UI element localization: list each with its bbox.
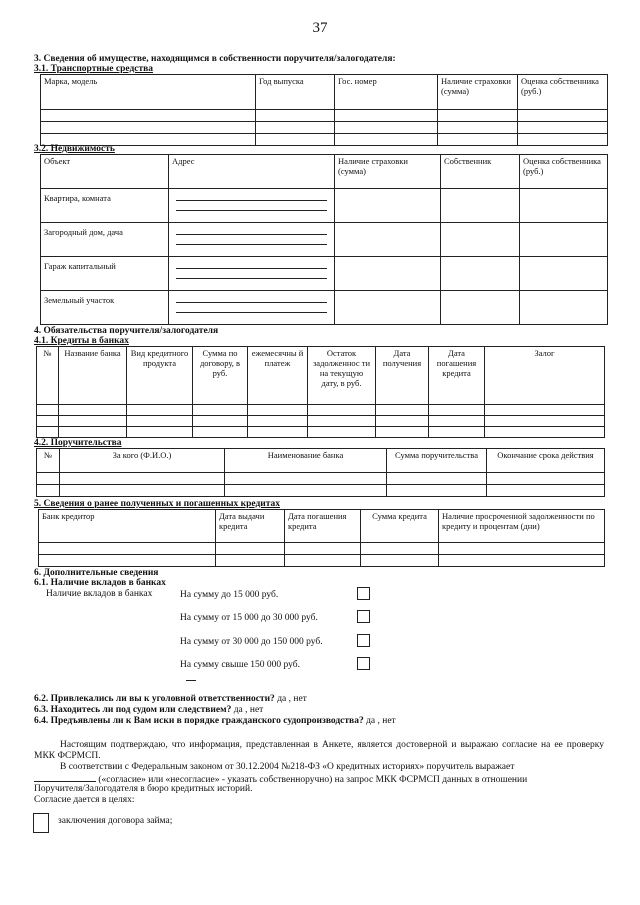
realty-row-label: Квартира, комната <box>41 189 169 223</box>
consent-option-label: заключения договора займа; <box>58 816 173 826</box>
vehicles-col-plate: Гос. номер <box>335 75 438 110</box>
past-loans-col-creditor: Банк кредитор <box>39 510 216 543</box>
guarantees-col-end: Окончание срока действия <box>487 449 605 473</box>
law-text-line-2: («согласие» или «несогласие» - указать собственноручно) на запрос МКК ФСРМСП данных в отношении <box>98 775 528 785</box>
loans-col-num: № <box>37 347 59 405</box>
deposit-option-label: На сумму от 30 000 до 150 000 руб. <box>180 637 323 647</box>
vehicles-table <box>40 74 608 146</box>
loans-table <box>36 346 605 438</box>
table-row <box>37 416 605 427</box>
vehicles-col-model: Марка, модель <box>41 75 256 110</box>
question-6-2-answer[interactable]: да , нет <box>277 694 307 704</box>
deposit-checkbox-1[interactable] <box>357 587 370 600</box>
question-6-3-text: 6.3. Находитесь ли под судом или следствием? <box>34 705 232 715</box>
table-row <box>37 473 605 485</box>
table-row <box>41 189 608 223</box>
past-loans-col-repaid: Дата погашения кредита <box>285 510 361 543</box>
past-loans-col-amount: Сумма кредита <box>361 510 439 543</box>
deposit-option-label: На сумму от 15 000 до 30 000 руб. <box>180 613 318 623</box>
page-number: 37 <box>312 20 328 36</box>
law-text-line-1: В соответствии с Федеральным законом от 30.12.2004 №218-ФЗ «О кредитных историях» поручитель выражает <box>60 762 515 772</box>
question-6-2-text: 6.2. Привлекались ли вы к уголовной ответственности? <box>34 694 275 704</box>
section-6-1-title: 6.1. Наличие вкладов в банках <box>34 578 166 588</box>
table-row <box>41 110 608 122</box>
realty-row-label: Загородный дом, дача <box>41 223 169 257</box>
realty-col-insurance: Наличие страховки (сумма) <box>335 155 441 189</box>
deposit-checkbox-2[interactable] <box>357 610 370 623</box>
realty-row-label: Гараж капитальный <box>41 257 169 291</box>
vehicles-col-year: Год выпуска <box>256 75 335 110</box>
loans-col-maturity: Дата погашения кредита <box>429 347 485 405</box>
loans-col-product: Вид кредитного продукта <box>127 347 193 405</box>
realty-col-owner: Собственник <box>441 155 520 189</box>
confirmation-text: Настоящим подтверждаю, что информация, представленная в Анкете, является достоверной и выражаю согласие на ее проверку МКК ФСРМСП. <box>34 740 604 761</box>
past-loans-col-overdue: Наличие просроченной задолженности по кредиту и процентам (дни) <box>439 510 605 543</box>
section-4-1-title: 4.1. Кредиты в банках <box>34 336 129 346</box>
guarantees-col-bank: Наименование банка <box>225 449 387 473</box>
question-6-4-text: 6.4. Предъявлены ли к Вам иски в порядке гражданского судопроизводства? <box>34 716 364 726</box>
realty-col-address: Адрес <box>169 155 335 189</box>
deposit-checkbox-4[interactable] <box>357 657 370 670</box>
section-4-2-title: 4.2. Поручительства <box>34 438 122 448</box>
deposit-option-label: На сумму до 15 000 руб. <box>180 590 279 600</box>
guarantees-col-num: № <box>37 449 60 473</box>
realty-table <box>40 154 608 325</box>
realty-col-object: Объект <box>41 155 169 189</box>
vehicles-col-insurance: Наличие страховки (сумма) <box>438 75 518 110</box>
law-text-line-3: Поручителя/Залогодателя в бюро кредитных историй. <box>34 784 253 794</box>
question-6-3-answer[interactable]: да , нет <box>233 705 264 715</box>
section-3-1-title: 3.1. Транспортные средства <box>34 64 154 74</box>
section-5-title: 5. Сведения о ранее полученных и погашенных кредитах <box>34 499 281 509</box>
guarantees-col-amount: Сумма поручительства <box>387 449 487 473</box>
stray-mark <box>186 680 196 681</box>
section-4-title: 4. Обязательства поручителя/залогодателя <box>34 326 219 336</box>
consent-label: Согласие дается в целях: <box>34 795 135 805</box>
table-row <box>37 485 605 497</box>
table-row <box>39 555 605 567</box>
section-3-title: 3. Сведения об имуществе, находящимся в собственности поручителя/залогодателя: <box>34 54 396 64</box>
deposits-label: Наличие вкладов в банках <box>46 589 153 599</box>
question-6-4-answer[interactable]: да , нет <box>366 716 396 726</box>
section-3-2-title: 3.2. Недвижимость <box>34 144 115 154</box>
table-row <box>37 427 605 438</box>
realty-col-valuation: Оценка собственника (руб.) <box>520 155 608 189</box>
question-6-4 <box>34 716 396 726</box>
table-row <box>41 223 608 257</box>
deposit-option-label: На сумму свыше 150 000 руб. <box>180 660 301 670</box>
section-6-title: 6. Дополнительные сведения <box>34 568 159 578</box>
deposit-checkbox-3[interactable] <box>357 634 370 647</box>
consent-checkbox[interactable] <box>33 813 49 833</box>
vehicles-col-valuation: Оценка собственника (руб.) <box>518 75 608 110</box>
loans-col-received: Дата получения <box>376 347 429 405</box>
loans-col-balance: Остаток задолженнос ти на текущую дату, в руб. <box>308 347 376 405</box>
loans-col-collateral: Залог <box>485 347 605 405</box>
loans-col-monthly: ежемесячны й платеж <box>248 347 308 405</box>
guarantees-col-for-whom: За кого (Ф.И.О.) <box>60 449 225 473</box>
realty-row-label: Земельный участок <box>41 291 169 325</box>
past-loans-col-issued: Дата выдачи кредита <box>216 510 285 543</box>
table-row <box>41 134 608 146</box>
question-6-3 <box>34 705 263 715</box>
past-loans-table <box>38 509 605 567</box>
table-row <box>37 405 605 416</box>
table-row <box>41 257 608 291</box>
loans-col-amount: Сумма по договору, в руб. <box>193 347 248 405</box>
table-row <box>41 122 608 134</box>
guarantees-table <box>36 448 605 497</box>
consent-blank[interactable] <box>34 773 96 782</box>
loans-col-bank: Название банка <box>59 347 127 405</box>
table-row <box>41 291 608 325</box>
table-row <box>39 543 605 555</box>
question-6-2 <box>34 694 307 704</box>
